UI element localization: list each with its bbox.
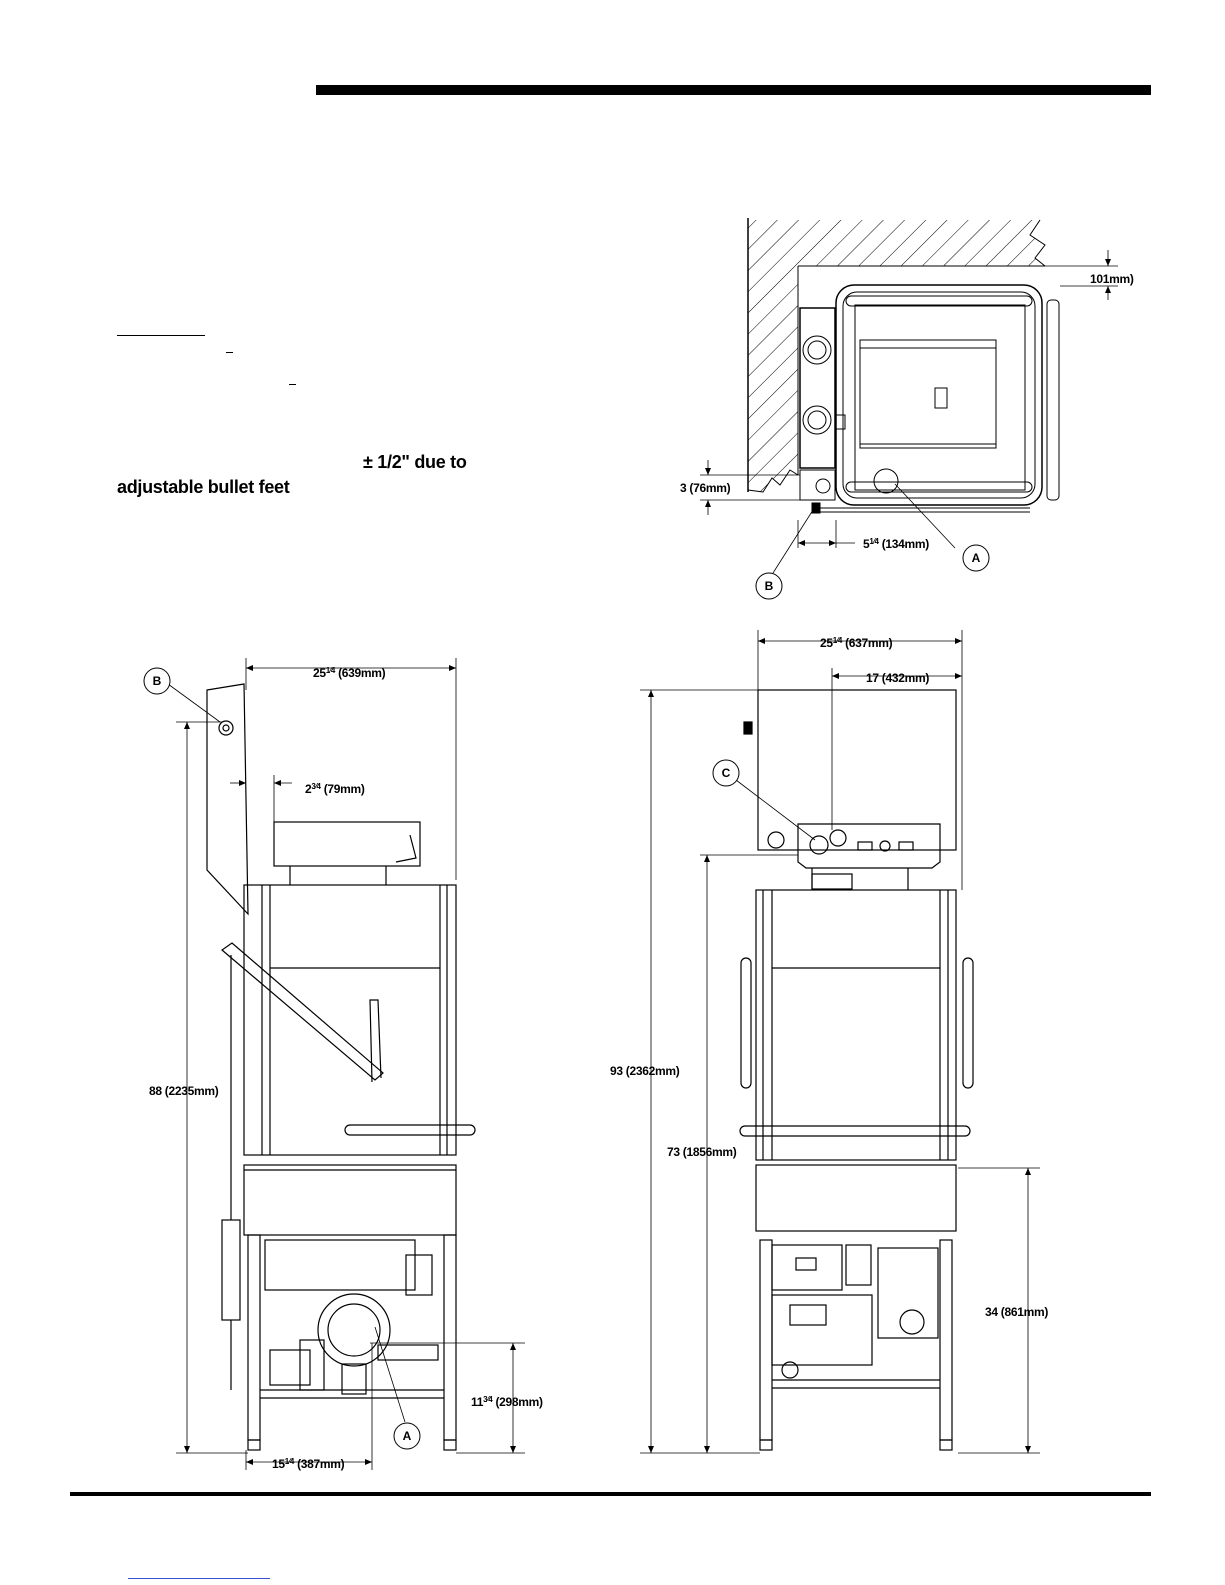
side-drain-height-mm: (298mm) bbox=[495, 1395, 543, 1409]
plan-machine bbox=[800, 285, 1059, 513]
front-dimensions bbox=[640, 630, 1040, 1453]
side-drain-height-whole: 11 bbox=[471, 1395, 484, 1409]
drain-offset-frac: 1⁄4 bbox=[869, 537, 879, 546]
plan-callout-a-label: A bbox=[971, 551, 981, 565]
side-callout-a-label: A bbox=[402, 1429, 412, 1443]
front-door-height-label: 73 (1856mm) bbox=[667, 1145, 737, 1159]
side-drain-depth-label bbox=[272, 1457, 345, 1471]
front-callout-c-label: C bbox=[721, 766, 731, 780]
side-drain-depth-mm: (387mm) bbox=[297, 1457, 345, 1471]
front-callout-c bbox=[713, 760, 739, 786]
front-width-label bbox=[820, 636, 893, 650]
plan-callout-b bbox=[756, 573, 782, 599]
front-overall-height-label: 93 (2362mm) bbox=[610, 1064, 680, 1078]
side-width-whole: 25 bbox=[313, 666, 326, 680]
side-drain-height-frac: 3⁄4 bbox=[483, 1395, 493, 1404]
side-drain-depth-frac: 1⁄4 bbox=[284, 1457, 295, 1466]
side-width-mm: (639mm) bbox=[338, 666, 386, 680]
side-width-label bbox=[313, 666, 386, 680]
plan-wall bbox=[748, 218, 1045, 492]
front-width-whole: 25 bbox=[820, 636, 833, 650]
bullet-feet-note: adjustable bullet feet bbox=[117, 477, 290, 497]
side-hood-offset-label bbox=[305, 782, 365, 796]
front-elevation-machine bbox=[740, 690, 973, 1450]
side-drain-depth-whole: 15 bbox=[272, 1457, 285, 1471]
side-callout-b-label: B bbox=[152, 674, 162, 688]
drain-offset-whole: 5 bbox=[863, 537, 870, 551]
front-table-height-label: 34 (861mm) bbox=[985, 1305, 1049, 1319]
plan-wall-clearance-label: 101mm) bbox=[1090, 272, 1134, 286]
side-hood-offset-frac: 3⁄4 bbox=[311, 782, 321, 791]
drain-offset-mm: (134mm) bbox=[881, 537, 929, 551]
plan-callout-b-label: B bbox=[764, 579, 774, 593]
front-width-mm: (637mm) bbox=[845, 636, 893, 650]
plan-side-clearance-label: 3 (76mm) bbox=[680, 481, 731, 495]
front-control-offset-label: 17 (432mm) bbox=[866, 671, 930, 685]
side-callout-a bbox=[394, 1423, 420, 1449]
side-hood-offset-whole: 2 bbox=[305, 782, 312, 796]
side-callout-b bbox=[144, 668, 170, 694]
side-elevation-machine bbox=[207, 684, 475, 1450]
side-dimensions bbox=[168, 658, 525, 1470]
front-width-frac: 1⁄4 bbox=[832, 636, 843, 645]
side-width-frac: 1⁄4 bbox=[325, 666, 336, 675]
plan-callout-a bbox=[963, 545, 989, 571]
tolerance-note: ± 1/2" due to bbox=[363, 452, 467, 472]
side-height-label: 88 (2235mm) bbox=[149, 1084, 219, 1098]
side-hood-offset-mm: (79mm) bbox=[323, 782, 365, 796]
plan-drain-offset-label bbox=[863, 537, 929, 551]
side-drain-height-label bbox=[471, 1395, 543, 1409]
